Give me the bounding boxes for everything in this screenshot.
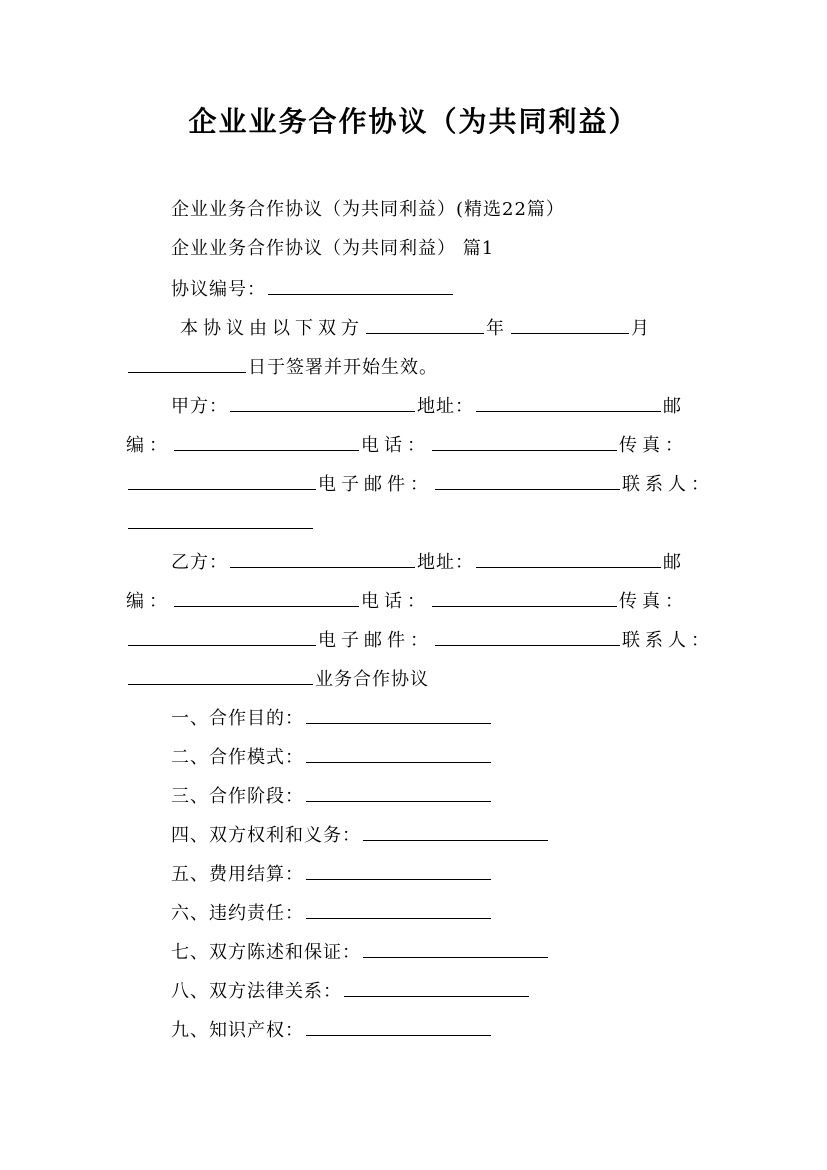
blank-line[interactable] [306, 900, 491, 919]
party-b-row-2 [126, 588, 688, 614]
post-label-cont: 编： [126, 591, 172, 612]
section-heading: 企业业务合作协议（为共同利益） 篇1 [171, 238, 495, 259]
agreement-number-label: 协议编号： [171, 279, 266, 300]
blank-line[interactable] [128, 510, 313, 529]
blank-line[interactable] [306, 744, 491, 763]
blank-line[interactable] [435, 627, 620, 646]
year-label: 年 [486, 318, 509, 339]
blank-line[interactable] [174, 432, 359, 451]
blank-line[interactable] [476, 549, 661, 568]
party-a-row-3 [126, 471, 714, 497]
biz-agreement-label: 业务合作协议 [315, 669, 429, 690]
blank-line[interactable] [128, 471, 316, 490]
intro-row [180, 315, 650, 341]
blank-line[interactable] [306, 783, 491, 802]
list-item [171, 705, 493, 731]
fax-label: 传真： [619, 591, 688, 612]
fax-label: 传真： [619, 435, 688, 456]
blank-line[interactable] [511, 315, 629, 334]
intro-row-2 [126, 354, 438, 380]
blank-line[interactable] [476, 393, 661, 412]
intro-end: 日于签署并开始生效。 [248, 357, 438, 378]
list-item [171, 744, 493, 770]
list-item [171, 939, 550, 965]
blank-line[interactable] [435, 471, 620, 490]
email-label: 电子邮件： [318, 630, 433, 651]
item-label: 九、知识产权： [171, 1020, 304, 1041]
phone-label: 电话： [361, 591, 430, 612]
blank-line[interactable] [128, 354, 246, 373]
item-label: 一、合作目的： [171, 708, 304, 729]
month-label: 月 [631, 318, 650, 339]
blank-line[interactable] [230, 549, 415, 568]
party-a-row [171, 393, 682, 419]
post-label: 邮 [663, 396, 682, 417]
list-item [171, 822, 550, 848]
item-label: 二、合作模式： [171, 747, 304, 768]
agreement-number-blank[interactable] [268, 276, 453, 295]
blank-line[interactable] [432, 432, 617, 451]
blank-line[interactable] [344, 978, 529, 997]
blank-line[interactable] [366, 315, 484, 334]
phone-label: 电话： [361, 435, 430, 456]
party-a-row-2 [126, 432, 688, 458]
blank-line[interactable] [306, 861, 491, 880]
item-label: 七、双方陈述和保证： [171, 942, 361, 963]
agreement-number-row [171, 276, 455, 302]
item-label: 三、合作阶段： [171, 786, 304, 807]
item-label: 五、费用结算： [171, 864, 304, 885]
email-label: 电子邮件： [318, 474, 433, 495]
blank-line[interactable] [128, 666, 313, 685]
party-b-label: 乙方： [171, 552, 228, 573]
item-label: 六、违约责任： [171, 903, 304, 924]
blank-line[interactable] [363, 822, 548, 841]
blank-line[interactable] [306, 705, 491, 724]
party-b-row-3 [126, 627, 714, 653]
intro-label: 本协议由以下双方 [180, 318, 364, 339]
blank-line[interactable] [230, 393, 415, 412]
item-label: 八、双方法律关系： [171, 981, 342, 1002]
party-b-row-4 [126, 666, 429, 692]
contact-label: 联系人： [622, 474, 714, 495]
document-title: 企业业务合作协议（为共同利益） [188, 105, 639, 138]
post-label-cont: 编： [126, 435, 172, 456]
blank-line[interactable] [306, 1017, 491, 1036]
blank-line[interactable] [174, 588, 359, 607]
address-label: 地址： [417, 552, 474, 573]
subtitle-line: 企业业务合作协议（为共同利益）(精选22篇） [171, 199, 565, 220]
party-a-label: 甲方： [171, 396, 228, 417]
party-a-row-4 [126, 510, 315, 536]
list-item [171, 900, 493, 926]
post-label: 邮 [663, 552, 682, 573]
list-item [171, 978, 531, 1004]
contact-label: 联系人： [622, 630, 714, 651]
address-label: 地址： [417, 396, 474, 417]
list-item [171, 861, 493, 887]
item-label: 四、双方权利和义务： [171, 825, 361, 846]
blank-line[interactable] [363, 939, 548, 958]
list-item [171, 1017, 493, 1043]
list-item [171, 783, 493, 809]
blank-line[interactable] [432, 588, 617, 607]
blank-line[interactable] [128, 627, 316, 646]
party-b-row [171, 549, 682, 575]
